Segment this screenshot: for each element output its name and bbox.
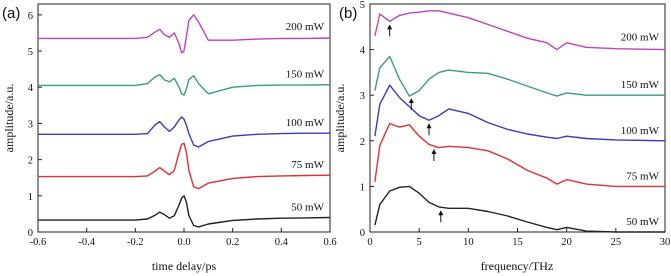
series-label: 50 mW	[291, 201, 324, 214]
x-tick-label: 15	[512, 237, 523, 248]
series-label: 50 mW	[626, 216, 659, 228]
arrow-head	[431, 149, 436, 154]
panel-b-x-axis	[367, 228, 670, 248]
y-tick-label: 2	[27, 155, 33, 167]
y-tick-label: 3	[359, 91, 365, 103]
y-tick-label: 0	[27, 228, 33, 239]
y-tick-label: 3	[27, 119, 33, 131]
panel-a-x-axis	[27, 228, 337, 248]
x-tick-label: 20	[561, 237, 572, 248]
x-tick-label: 5	[416, 237, 422, 248]
y-tick-label: 5	[359, 0, 365, 11]
series-line	[38, 143, 330, 188]
series-line	[375, 186, 665, 232]
series-label: 100 mW	[620, 124, 659, 137]
series-label: 100 mW	[285, 117, 324, 130]
panel-b-y-axis	[360, 0, 374, 239]
y-tick-label: 4	[27, 83, 33, 95]
series-label: 200 mW	[620, 31, 659, 44]
series-label: 150 mW	[285, 68, 324, 81]
y-tick-label: 6	[27, 10, 33, 22]
series-line	[375, 11, 665, 50]
panel-a-series-labels	[286, 21, 325, 214]
x-tick-label: 25	[610, 237, 622, 248]
y-tick-label: 1	[359, 182, 365, 194]
series-label: 75 mW	[291, 159, 324, 172]
panel-b-ylabel: amplitude/a.u.	[333, 83, 347, 153]
x-tick-label: 0.0	[177, 237, 191, 248]
panel-b-series	[375, 11, 665, 232]
arrow-head	[387, 24, 392, 29]
panel-b-label: (b)	[339, 5, 358, 22]
arrow-head	[409, 98, 414, 103]
x-tick-label: -0.6	[29, 237, 47, 248]
x-tick-label: 0.4	[274, 237, 288, 248]
x-tick-label: 0.6	[323, 237, 337, 248]
panel-b-arrows	[387, 24, 443, 222]
series-label: 200 mW	[285, 21, 324, 34]
panel-b-series-labels	[621, 32, 660, 228]
series-label: 75 mW	[626, 170, 659, 183]
x-tick-label: 0.2	[226, 237, 240, 248]
panel-b-frequency-domain	[333, 0, 670, 273]
y-tick-label: 1	[27, 191, 33, 203]
series-line	[38, 196, 330, 227]
panel-a-time-domain	[2, 4, 337, 273]
panel-b-xlabel: frequency/THz	[480, 259, 554, 273]
arrow-head	[438, 210, 443, 215]
y-tick-label: 2	[359, 136, 365, 148]
y-tick-label: 4	[359, 45, 365, 57]
y-tick-label: 5	[27, 47, 33, 59]
panel-a-label: (a)	[2, 5, 21, 22]
y-tick-label: 0	[359, 228, 365, 239]
panel-a-xlabel: time delay/ps	[151, 259, 217, 273]
x-tick-label: -0.2	[127, 237, 144, 248]
arrow-head	[427, 123, 432, 128]
panel-a-ylabel: amplitude/a.u.	[2, 83, 16, 153]
panel-a-y-axis	[28, 11, 42, 239]
series-label: 150 mW	[620, 79, 659, 92]
x-tick-label: 0	[367, 237, 373, 248]
x-tick-label: 10	[463, 237, 474, 248]
x-tick-label: 30	[659, 237, 671, 248]
x-tick-label: -0.4	[78, 237, 95, 248]
